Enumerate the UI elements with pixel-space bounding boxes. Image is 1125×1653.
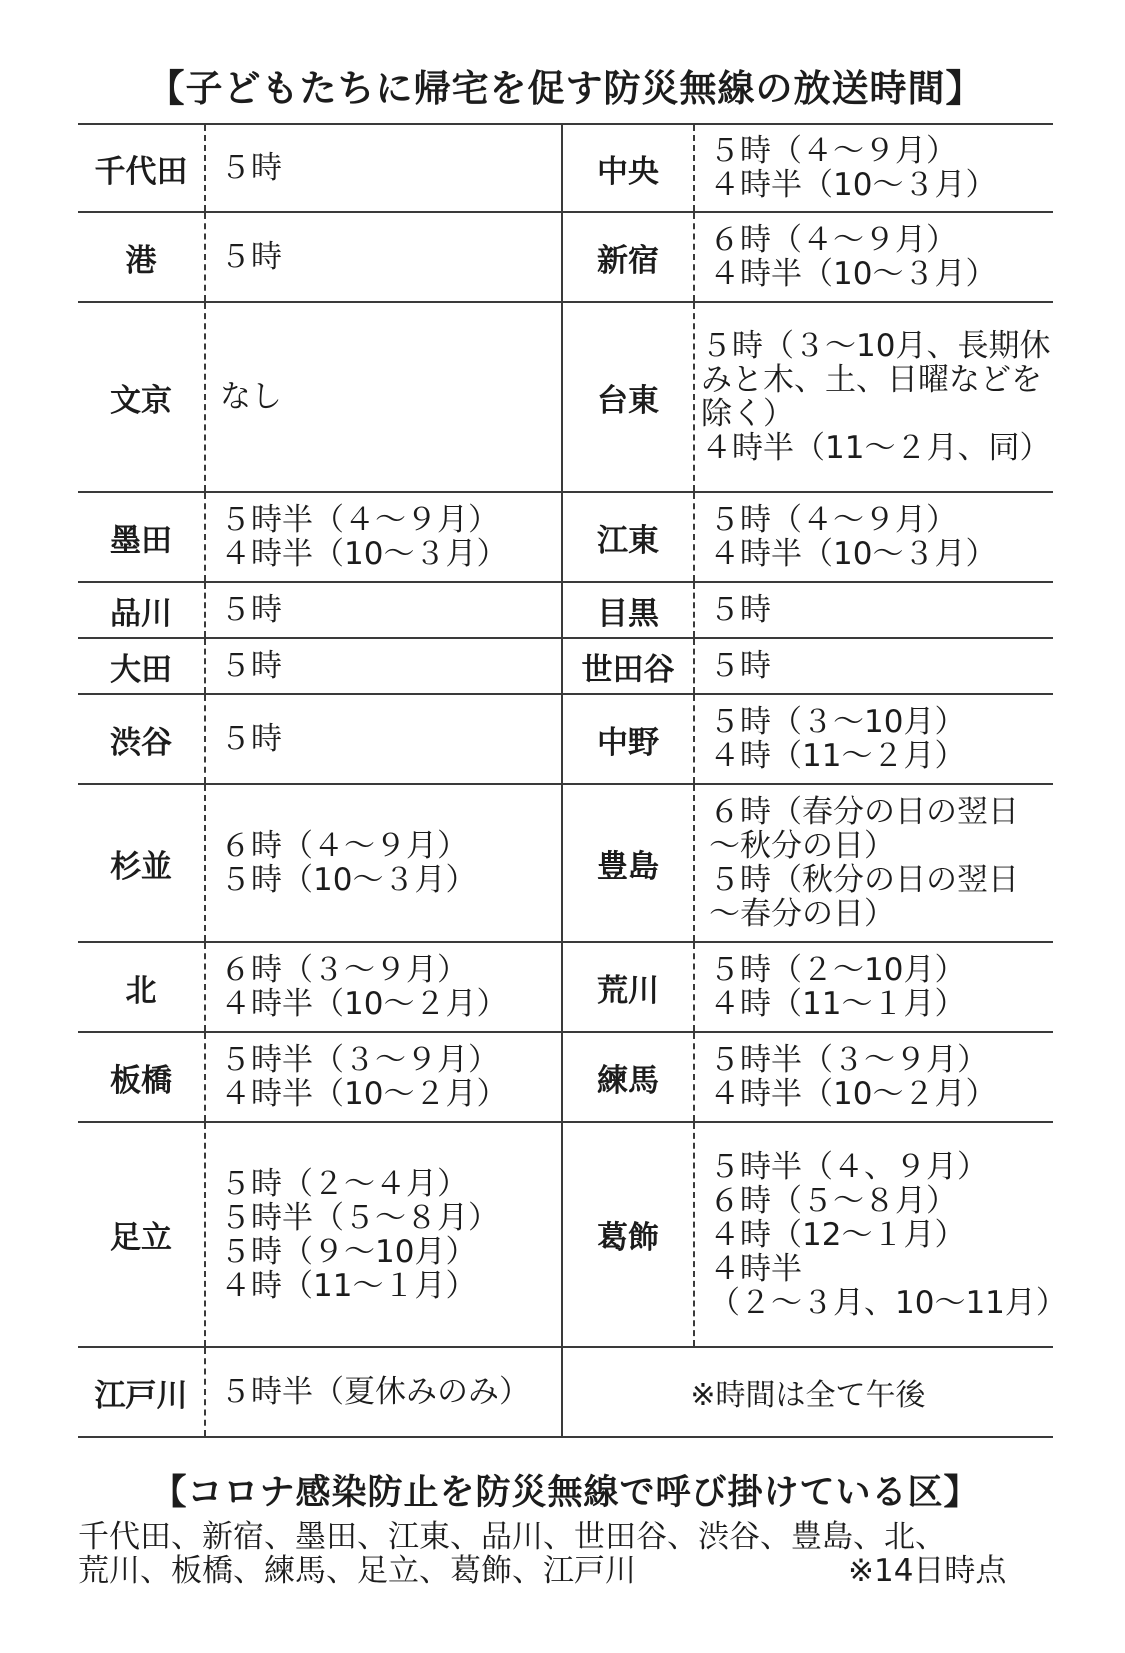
- time-line: ～春分の日）: [709, 896, 895, 932]
- ward-name: 千代田: [78, 124, 205, 212]
- ward-name: 港: [78, 212, 205, 302]
- corona-wards-list: [78, 1520, 1078, 1588]
- ward-name: 大田: [78, 638, 205, 694]
- broadcast-time: [205, 942, 562, 1032]
- table-title: 【子どもたちに帰宅を促す防災無線の放送時間】: [147, 67, 984, 110]
- ward-name: 足立: [78, 1122, 205, 1347]
- broadcast-time: [694, 1032, 1053, 1122]
- broadcast-time: [694, 1122, 1067, 1347]
- time-line: 除く）: [701, 396, 794, 432]
- time-line: ６時（春分の日の翌日: [709, 794, 1019, 830]
- table-row: [78, 124, 1053, 212]
- wards-line-2-text: 荒川、板橋、練馬、足立、葛飾、江戸川: [78, 1553, 636, 1589]
- table-row: [78, 1122, 1053, 1347]
- time-line: ５時半（夏休みのみ）: [220, 1374, 530, 1410]
- table-body: [78, 124, 1067, 1437]
- broadcast-time: [694, 694, 1053, 784]
- table-row: [78, 694, 1053, 784]
- ward-name: 豊島: [562, 784, 694, 942]
- broadcast-time: [694, 302, 1053, 492]
- time-note: ※時間は全て午後: [562, 1347, 1053, 1437]
- time-line: ６時（５～８月）: [709, 1182, 957, 1219]
- table-row: [78, 582, 1053, 638]
- table-row: [78, 942, 1053, 1032]
- ward-name: 渋谷: [78, 694, 205, 784]
- time-line: ５時（２～10月）: [709, 952, 966, 988]
- table-row: [78, 638, 1053, 694]
- broadcast-time: [205, 212, 562, 302]
- broadcast-time: [205, 302, 562, 492]
- ward-name: 墨田: [78, 492, 205, 582]
- table-row: [78, 212, 1053, 302]
- time-line: ５時: [220, 592, 282, 628]
- table-row: [78, 302, 1053, 492]
- table-row: [78, 784, 1053, 942]
- broadcast-time: [205, 694, 562, 784]
- broadcast-time: [205, 1347, 562, 1437]
- time-line: ５時（10～３月）: [220, 862, 477, 898]
- ward-name: 目黒: [562, 582, 694, 638]
- ward-name: 板橋: [78, 1032, 205, 1122]
- as-of-note: ※14日時点: [848, 1553, 1007, 1589]
- ward-name: 新宿: [562, 212, 694, 302]
- time-line: ６時（４～９月）: [709, 222, 957, 258]
- time-line: なし: [220, 379, 282, 415]
- table-row: [78, 492, 1053, 582]
- time-line: ４時半（10～２月）: [709, 1076, 997, 1112]
- time-line: ５時（９～10月）: [220, 1233, 477, 1270]
- time-line: ４時半（10～３月）: [220, 536, 508, 572]
- ward-name: 練馬: [562, 1032, 694, 1122]
- ward-name: 江戸川: [78, 1347, 205, 1437]
- time-line: ４時半（11～２月、同）: [701, 430, 1051, 466]
- time-line: ５時: [709, 592, 771, 628]
- broadcast-time: [694, 784, 1053, 942]
- time-line: ５時（４～９月）: [709, 502, 957, 538]
- wards-line-1: 千代田、新宿、墨田、江東、品川、世田谷、渋谷、豊島、北、: [78, 1519, 946, 1555]
- time-line: ５時: [220, 150, 282, 186]
- broadcast-time: [694, 124, 1053, 212]
- broadcast-time: [205, 582, 562, 638]
- time-line: ４時（12～１月）: [709, 1216, 966, 1253]
- broadcast-time: [694, 212, 1053, 302]
- time-line: ５時半（５～８月）: [220, 1199, 499, 1236]
- time-line: ６時（４～９月）: [220, 828, 468, 864]
- time-line: ４時（11～１月）: [709, 986, 966, 1022]
- ward-name: 文京: [78, 302, 205, 492]
- broadcast-time: [694, 582, 1053, 638]
- time-line: ４時（11～２月）: [709, 738, 966, 774]
- time-line: ４時半（10～３月）: [709, 167, 997, 203]
- time-line: ５時（４～９月）: [709, 133, 957, 169]
- ward-name: 江東: [562, 492, 694, 582]
- broadcast-time: [205, 124, 562, 212]
- broadcast-time-table: [78, 123, 1067, 1438]
- table-row: [78, 1347, 1053, 1437]
- time-line: ５時半（４、９月）: [709, 1148, 988, 1185]
- ward-name: 杉並: [78, 784, 205, 942]
- time-line: ５時（３～10月、長期休: [701, 328, 1051, 364]
- time-line: ５時半（３～９月）: [709, 1042, 988, 1078]
- time-line: ４時半（10～３月）: [709, 536, 997, 572]
- time-line: ５時: [220, 239, 282, 275]
- corona-section-title: 【コロナ感染防止を防災無線で呼び掛けている区】: [151, 1473, 980, 1513]
- broadcast-time: [205, 784, 562, 942]
- time-line: ５時（３～10月）: [709, 704, 966, 740]
- time-line: ５時半（３～９月）: [220, 1042, 499, 1078]
- time-line: ４時（11～１月）: [220, 1267, 477, 1304]
- ward-name: 中野: [562, 694, 694, 784]
- time-line: ～秋分の日）: [709, 828, 895, 864]
- wards-line-2: [78, 1554, 1078, 1588]
- ward-name: 台東: [562, 302, 694, 492]
- time-line: ４時半（10～２月）: [220, 986, 508, 1022]
- time-line: ５時（２～４月）: [220, 1165, 468, 1202]
- time-line: ５時: [220, 721, 282, 757]
- time-line: ５時: [220, 648, 282, 684]
- time-line: ４時半（10～２月）: [220, 1076, 508, 1112]
- time-line: ５時: [709, 648, 771, 684]
- broadcast-time: [694, 638, 1053, 694]
- ward-name: 中央: [562, 124, 694, 212]
- ward-name: 葛飾: [562, 1122, 694, 1347]
- time-line: （２～３月、10～11月）: [709, 1284, 1067, 1321]
- broadcast-time: [205, 492, 562, 582]
- broadcast-time: [205, 1122, 562, 1347]
- time-line: ４時半（10～３月）: [709, 256, 997, 292]
- broadcast-time: [205, 1032, 562, 1122]
- time-line: みと木、土、日曜などを: [701, 362, 1042, 398]
- broadcast-time: [205, 638, 562, 694]
- broadcast-time: [694, 492, 1053, 582]
- ward-name: 北: [78, 942, 205, 1032]
- time-line: ４時半: [709, 1250, 802, 1287]
- time-line: ５時半（４～９月）: [220, 502, 499, 538]
- table-row: [78, 1032, 1053, 1122]
- ward-name: 荒川: [562, 942, 694, 1032]
- time-line: ６時（３～９月）: [220, 952, 468, 988]
- ward-name: 世田谷: [562, 638, 694, 694]
- broadcast-time: [694, 942, 1053, 1032]
- ward-name: 品川: [78, 582, 205, 638]
- time-line: ５時（秋分の日の翌日: [709, 862, 1019, 898]
